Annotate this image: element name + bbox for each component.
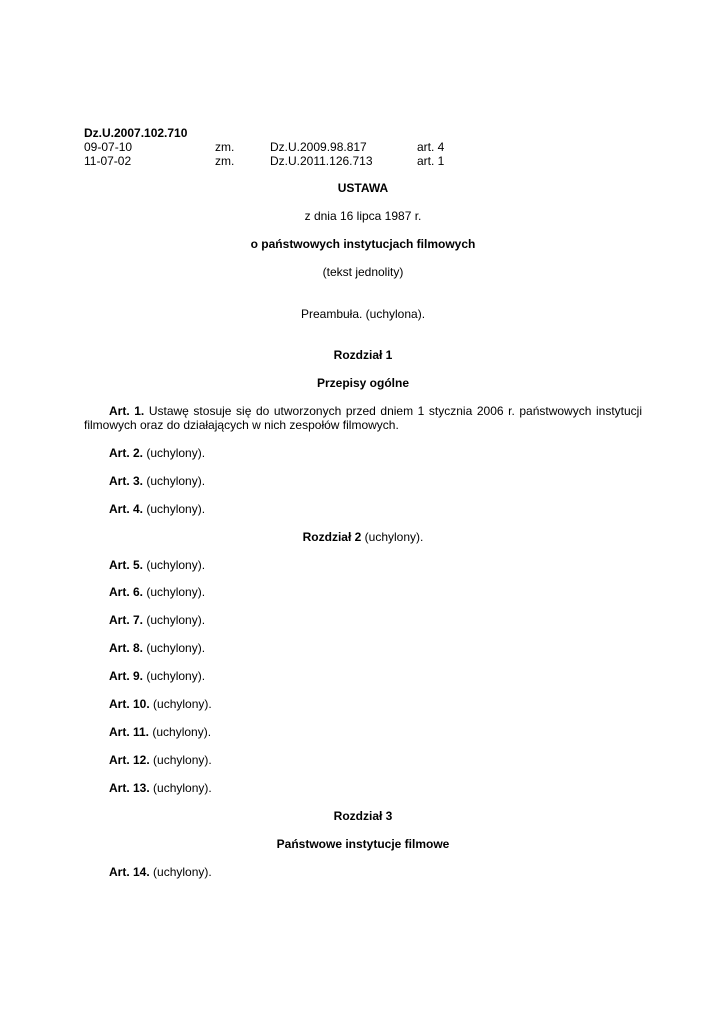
preamble: Preambuła. (uchylona). — [300, 307, 426, 321]
article-14 — [84, 865, 642, 879]
article-label: Art. 11. — [109, 725, 150, 739]
article-1 — [84, 404, 642, 432]
act-date: z dnia 16 lipca 1987 r. — [304, 209, 422, 223]
article-8 — [84, 641, 642, 655]
amendment-date: 11-07-02 — [84, 154, 132, 168]
article-status: (uchylony). — [143, 669, 206, 683]
article-label: Art. 5. — [109, 558, 144, 572]
chapter-2-status: (uchylony). — [361, 530, 424, 544]
article-9 — [84, 669, 642, 683]
chapter-2-label: Rozdział 2 — [302, 530, 362, 544]
article-label: Art. 13. — [109, 781, 150, 795]
amendment-row — [84, 154, 642, 168]
act-subject: o państwowych instytucjach filmowych — [250, 237, 476, 251]
amendment-article: art. 1 — [417, 154, 445, 168]
article-label: Art. 7. — [109, 613, 144, 627]
article-5 — [84, 558, 642, 572]
article-status: (uchylony). — [149, 697, 212, 711]
article-label: Art. 3. — [109, 474, 144, 488]
article-4 — [84, 502, 642, 516]
article-label: Art. 4. — [109, 502, 144, 516]
article-status: (uchylony). — [143, 558, 206, 572]
article-label: Art. 12. — [109, 753, 150, 767]
article-label: Art. 10. — [109, 697, 150, 711]
amendment-type: zm. — [215, 140, 235, 154]
article-status: (uchylony). — [149, 725, 212, 739]
article-2 — [84, 446, 642, 460]
amendment-row — [84, 140, 642, 154]
article-status: (uchylony). — [143, 502, 206, 516]
act-text-note: (tekst jednolity) — [322, 265, 404, 279]
article-13 — [84, 781, 642, 795]
amendment-date: 09-07-10 — [84, 140, 133, 154]
journal-reference: Dz.U.2007.102.710 — [84, 126, 188, 140]
amendment-reference: Dz.U.2009.98.817 — [270, 140, 367, 154]
amendment-article: art. 4 — [417, 140, 445, 154]
article-1-label: Art. 1. — [109, 404, 145, 418]
article-label: Art. 8. — [109, 641, 144, 655]
article-7 — [84, 613, 642, 627]
article-label: Art. 14. — [109, 865, 150, 879]
article-label: Art. 2. — [109, 446, 144, 460]
article-10 — [84, 697, 642, 711]
chapter-1-label: Rozdział 1 — [333, 348, 393, 362]
article-status: (uchylony). — [143, 641, 206, 655]
article-status: (uchylony). — [143, 613, 206, 627]
article-status: (uchylony). — [143, 446, 206, 460]
act-type: USTAWA — [337, 181, 389, 195]
article-status: (uchylony). — [149, 753, 212, 767]
article-status: (uchylony). — [149, 781, 212, 795]
chapter-3-title: Państwowe instytucje filmowe — [276, 837, 450, 851]
article-label: Art. 6. — [109, 585, 144, 599]
article-status: (uchylony). — [143, 474, 206, 488]
article-3 — [84, 474, 642, 488]
amendment-reference: Dz.U.2011.126.713 — [270, 154, 373, 168]
amendment-type: zm. — [215, 154, 235, 168]
article-label: Art. 9. — [109, 669, 144, 683]
article-status: (uchylony). — [143, 585, 206, 599]
chapter-3-label: Rozdział 3 — [333, 809, 393, 823]
article-11 — [84, 725, 642, 739]
chapter-2 — [84, 530, 642, 544]
article-status: (uchylony). — [149, 865, 212, 879]
article-6 — [84, 585, 642, 599]
article-1-text: Ustawę stosuje się do utworzonych przed dniem 1 stycznia 2006 r. państwowych instytucji filmowych oraz do działających w nich zespołów filmowych. — [84, 404, 642, 432]
article-12 — [84, 753, 642, 767]
chapter-1-title: Przepisy ogólne — [316, 376, 410, 390]
